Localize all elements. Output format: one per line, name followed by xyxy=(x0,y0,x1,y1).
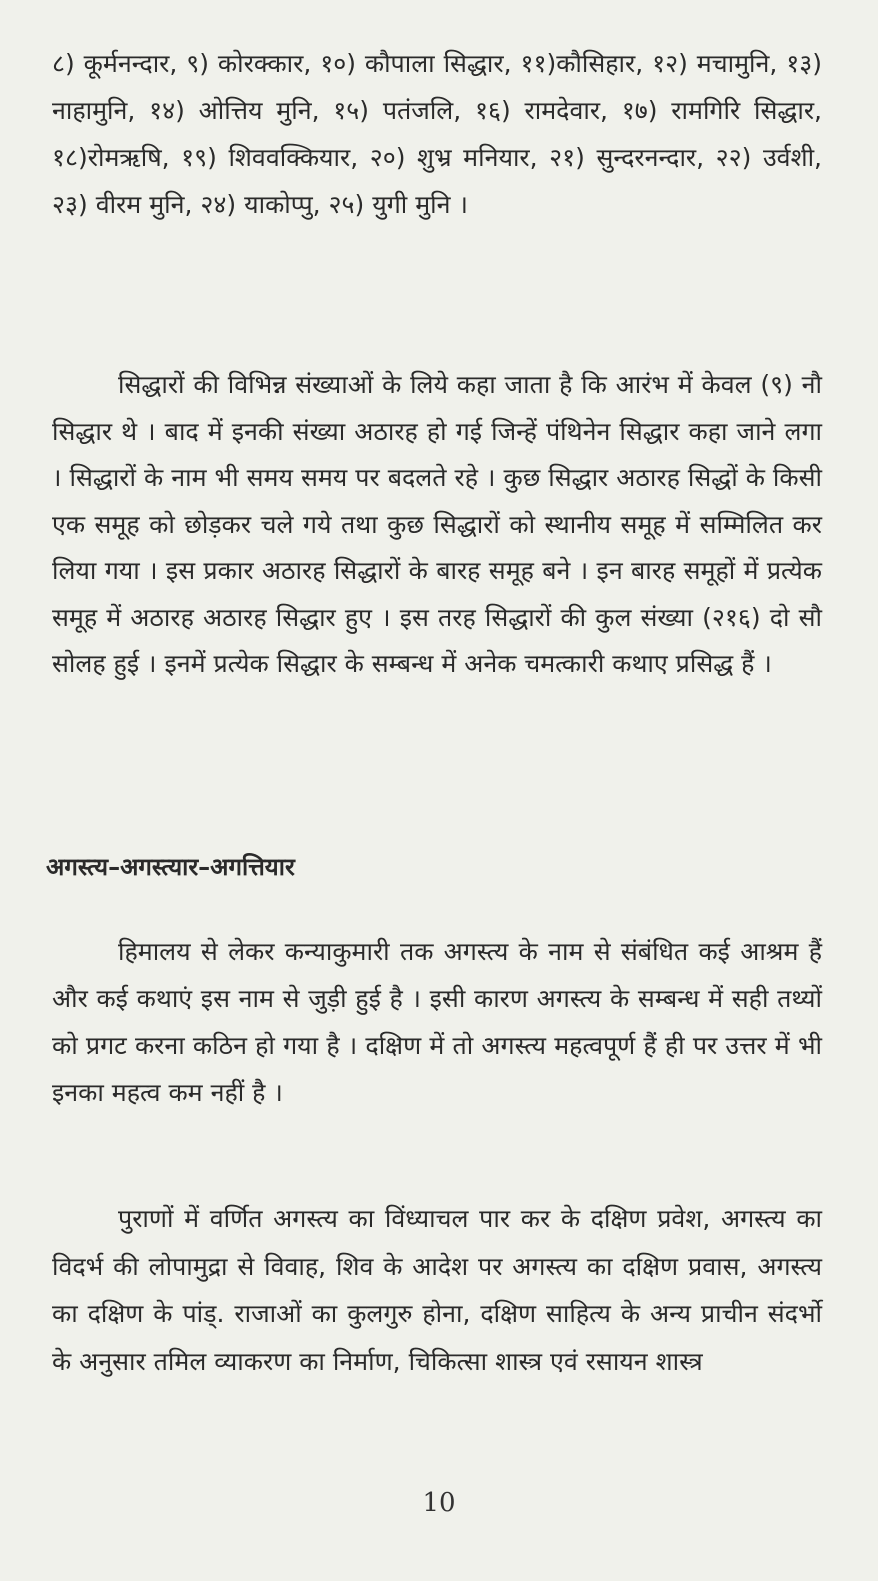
section-heading-agastya: अगस्त्य–अगस्त्यार–अगत्तियार xyxy=(46,853,295,881)
paragraph-agastya-puranas: पुराणों में वर्णित अगस्त्य का विंध्याचल पार कर के दक्षिण प्रवेश, अगस्त्य का विदर्भ की लोपामुद्रा से विवाह, शिव के आदेश पर अगस्त्य का दक्षिण प्रवास, अगस्त्य का दक्षिण के पांड्. राजाओं का कुलगुरु होना, दक्षिण साहित्य के अन्य प्राचीन संदर्भो के अनुसार तमिल व्याकरण का निर्माण, चिकित्सा शास्त्र एवं रसायन शास्त्र xyxy=(52,1204,822,1376)
paragraph-siddhar-numbers: सिद्धारों की विभिन्न संख्याओं के लिये कहा जाता है कि आरंभ में केवल (९) नौ सिद्धार थे । बाद में इनकी संख्या अठारह हो गई जिन्हें पंथिनेन सिद्धार कहा जाने लगा । सिद्धारों के नाम भी समय समय पर बदलते रहे । कुछ सिद्धार अठारह सिद्धों के किसी एक समूह को छोड़कर चले गये तथा कुछ सिद्धारों को स्थानीय समूह में सम्मिलित कर लिया गया । इस प्रकार अठारह सिद्धारों के बारह समूह बने । इन बारह समूहों में प्रत्येक समूह में अठारह अठारह सिद्धार हुए । इस तरह सिद्धारों की कुल संख्या (२१६) दो सौ सोलह हुई । इनमें प्रत्येक सिद्धार के सम्बन्ध में अनेक चमत्कारी कथाए प्रसिद्ध हैं । xyxy=(52,370,822,678)
page-number: 10 xyxy=(422,1488,456,1518)
paragraph-agastya-ashrams: हिमालय से लेकर कन्याकुमारी तक अगस्त्य के नाम से संबंधित कई आश्रम हैं और कई कथाएं इस नाम से जुड़ी हुई है । इसी कारण अगस्त्य के सम्बन्ध में सही तथ्यों को प्रगट करना कठिन हो गया है । दक्षिण में तो अगस्त्य महत्वपूर्ण हैं ही पर उत्तर में भी इनका महत्व कम नहीं है । xyxy=(52,937,822,1107)
paragraph-siddhar-list: ८) कूर्मनन्दार, ९) कोरक्कार, १०) कौपाला सिद्धार, ११)कौसिहार, १२) मचामुनि, १३) नाहामुनि, १४) ओत्तिय मुनि, १५) पतंजलि, १६) रामदेवार, १७) रामगिरि सिद्धार, १८)रोमऋषि, १९) शिववक्कियार, २०) शुभ्र मनियार, २१) सुन्दरनन्दार, २२) उर्वशी, २३) वीरम मुनि, २४) याकोप्पु, २५) युगी मुनि । xyxy=(52,49,822,219)
